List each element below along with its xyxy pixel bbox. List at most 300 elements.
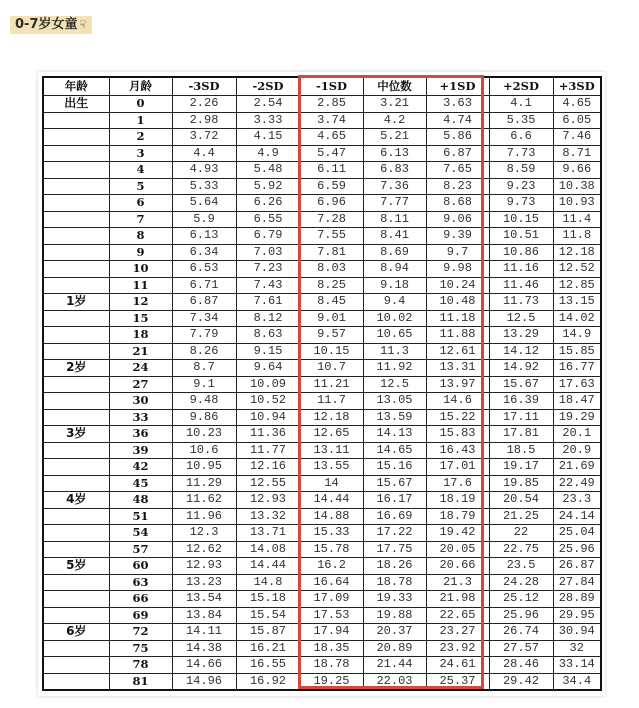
- month-cell: 60: [109, 558, 172, 575]
- plus-1sd-cell: 9.39: [426, 228, 489, 245]
- median-cell: 3.21: [363, 96, 426, 113]
- minus-3sd-cell: 5.33: [172, 178, 236, 195]
- minus-3sd-cell: 9.86: [172, 409, 236, 426]
- median-cell: 19.33: [363, 591, 426, 608]
- minus-2sd-cell: 6.55: [236, 211, 300, 228]
- plus-1sd-cell: 20.05: [426, 541, 489, 558]
- plus-2sd-cell: 26.74: [489, 624, 553, 641]
- table-row: [43, 475, 601, 492]
- age-cell: [43, 211, 109, 228]
- minus-2sd-cell: 10.52: [236, 393, 300, 410]
- age-cell: [43, 310, 109, 327]
- table-row: [43, 211, 601, 228]
- minus-2sd-cell: 8.12: [236, 310, 300, 327]
- minus-2sd-cell: 12.93: [236, 492, 300, 509]
- header-plus-1sd: +1SD: [426, 77, 489, 96]
- median-cell: 10.65: [363, 327, 426, 344]
- minus-2sd-cell: 8.63: [236, 327, 300, 344]
- month-cell: 51: [109, 508, 172, 525]
- plus-2sd-cell: 16.39: [489, 393, 553, 410]
- plus-2sd-cell: 22.75: [489, 541, 553, 558]
- plus-2sd-cell: 19.85: [489, 475, 553, 492]
- age-cell: [43, 145, 109, 162]
- header-month: 月龄: [109, 77, 172, 96]
- plus-1sd-cell: 11.88: [426, 327, 489, 344]
- median-cell: 15.67: [363, 475, 426, 492]
- header-age: 年龄: [43, 77, 109, 96]
- age-cell: [43, 393, 109, 410]
- median-cell: 4.2: [363, 112, 426, 129]
- plus-3sd-cell: 30.94: [553, 624, 601, 641]
- plus-2sd-cell: 4.1: [489, 96, 553, 113]
- table-row: [43, 129, 601, 146]
- minus-1sd-cell: 7.81: [300, 244, 363, 261]
- plus-3sd-cell: 4.65: [553, 96, 601, 113]
- minus-1sd-cell: 4.65: [300, 129, 363, 146]
- median-cell: 18.78: [363, 574, 426, 591]
- minus-1sd-cell: 18.78: [300, 657, 363, 674]
- minus-1sd-cell: 10.15: [300, 343, 363, 360]
- minus-1sd-cell: 9.57: [300, 327, 363, 344]
- age-cell: [43, 376, 109, 393]
- table-row: [43, 360, 601, 377]
- minus-1sd-cell: 8.25: [300, 277, 363, 294]
- month-cell: 63: [109, 574, 172, 591]
- age-cell: [43, 574, 109, 591]
- minus-1sd-cell: 13.11: [300, 442, 363, 459]
- table-body: [43, 96, 601, 691]
- minus-1sd-cell: 5.47: [300, 145, 363, 162]
- minus-1sd-cell: 10.7: [300, 360, 363, 377]
- plus-3sd-cell: 25.96: [553, 541, 601, 558]
- median-cell: 15.16: [363, 459, 426, 476]
- minus-3sd-cell: 11.62: [172, 492, 236, 509]
- plus-1sd-cell: 13.31: [426, 360, 489, 377]
- plus-3sd-cell: 12.52: [553, 261, 601, 278]
- median-cell: 20.89: [363, 640, 426, 657]
- month-cell: 2: [109, 129, 172, 146]
- plus-3sd-cell: 16.77: [553, 360, 601, 377]
- minus-3sd-cell: 6.87: [172, 294, 236, 311]
- median-cell: 21.44: [363, 657, 426, 674]
- minus-3sd-cell: 8.7: [172, 360, 236, 377]
- plus-2sd-cell: 23.5: [489, 558, 553, 575]
- age-cell: 2岁: [43, 360, 109, 377]
- month-cell: 48: [109, 492, 172, 509]
- month-cell: 54: [109, 525, 172, 542]
- plus-3sd-cell: 18.47: [553, 393, 601, 410]
- month-cell: 10: [109, 261, 172, 278]
- month-cell: 3: [109, 145, 172, 162]
- plus-1sd-cell: 21.3: [426, 574, 489, 591]
- minus-3sd-cell: 9.1: [172, 376, 236, 393]
- minus-3sd-cell: 7.79: [172, 327, 236, 344]
- table-row: [43, 558, 601, 575]
- age-cell: 4岁: [43, 492, 109, 509]
- plus-1sd-cell: 23.27: [426, 624, 489, 641]
- plus-1sd-cell: 8.23: [426, 178, 489, 195]
- plus-2sd-cell: 11.46: [489, 277, 553, 294]
- age-cell: [43, 442, 109, 459]
- plus-3sd-cell: 13.15: [553, 294, 601, 311]
- minus-3sd-cell: 7.34: [172, 310, 236, 327]
- month-cell: 27: [109, 376, 172, 393]
- plus-3sd-cell: 19.29: [553, 409, 601, 426]
- median-cell: 16.17: [363, 492, 426, 509]
- month-cell: 81: [109, 673, 172, 690]
- plus-2sd-cell: 20.54: [489, 492, 553, 509]
- minus-2sd-cell: 16.92: [236, 673, 300, 690]
- age-cell: [43, 129, 109, 146]
- table-row: [43, 508, 601, 525]
- table-row: [43, 162, 601, 179]
- plus-1sd-cell: 6.87: [426, 145, 489, 162]
- age-cell: [43, 195, 109, 212]
- month-cell: 24: [109, 360, 172, 377]
- median-cell: 11.92: [363, 360, 426, 377]
- minus-3sd-cell: 14.11: [172, 624, 236, 641]
- minus-2sd-cell: 14.08: [236, 541, 300, 558]
- section-title-tag: [10, 16, 92, 34]
- median-cell: 5.21: [363, 129, 426, 146]
- month-cell: 42: [109, 459, 172, 476]
- age-cell: [43, 244, 109, 261]
- month-cell: 72: [109, 624, 172, 641]
- median-cell: 17.75: [363, 541, 426, 558]
- plus-2sd-cell: 17.81: [489, 426, 553, 443]
- month-cell: 45: [109, 475, 172, 492]
- age-cell: [43, 228, 109, 245]
- median-cell: 18.26: [363, 558, 426, 575]
- median-cell: 8.11: [363, 211, 426, 228]
- minus-1sd-cell: 16.64: [300, 574, 363, 591]
- median-cell: 17.22: [363, 525, 426, 542]
- minus-1sd-cell: 14.88: [300, 508, 363, 525]
- median-cell: 8.69: [363, 244, 426, 261]
- plus-2sd-cell: 10.51: [489, 228, 553, 245]
- plus-2sd-cell: 10.15: [489, 211, 553, 228]
- minus-2sd-cell: 4.9: [236, 145, 300, 162]
- table-row: [43, 393, 601, 410]
- table-row: [43, 277, 601, 294]
- minus-2sd-cell: 14.8: [236, 574, 300, 591]
- minus-1sd-cell: 17.09: [300, 591, 363, 608]
- minus-1sd-cell: 18.35: [300, 640, 363, 657]
- plus-1sd-cell: 12.61: [426, 343, 489, 360]
- table-row: [43, 640, 601, 657]
- median-cell: 19.88: [363, 607, 426, 624]
- month-cell: 8: [109, 228, 172, 245]
- plus-1sd-cell: 16.43: [426, 442, 489, 459]
- plus-3sd-cell: 20.1: [553, 426, 601, 443]
- median-cell: 6.13: [363, 145, 426, 162]
- median-cell: 14.65: [363, 442, 426, 459]
- median-cell: 12.5: [363, 376, 426, 393]
- plus-2sd-cell: 11.73: [489, 294, 553, 311]
- median-cell: 22.03: [363, 673, 426, 690]
- month-cell: 7: [109, 211, 172, 228]
- age-cell: [43, 607, 109, 624]
- plus-2sd-cell: 19.17: [489, 459, 553, 476]
- plus-1sd-cell: 10.48: [426, 294, 489, 311]
- plus-3sd-cell: 10.93: [553, 195, 601, 212]
- minus-3sd-cell: 12.3: [172, 525, 236, 542]
- minus-2sd-cell: 7.43: [236, 277, 300, 294]
- minus-3sd-cell: 11.29: [172, 475, 236, 492]
- minus-2sd-cell: 4.15: [236, 129, 300, 146]
- age-cell: 5岁: [43, 558, 109, 575]
- table-row: [43, 607, 601, 624]
- age-cell: [43, 525, 109, 542]
- median-cell: 6.83: [363, 162, 426, 179]
- plus-2sd-cell: 5.35: [489, 112, 553, 129]
- age-cell: 1岁: [43, 294, 109, 311]
- minus-3sd-cell: 3.72: [172, 129, 236, 146]
- minus-2sd-cell: 14.44: [236, 558, 300, 575]
- plus-3sd-cell: 11.4: [553, 211, 601, 228]
- median-cell: 7.36: [363, 178, 426, 195]
- plus-1sd-cell: 8.68: [426, 195, 489, 212]
- month-cell: 57: [109, 541, 172, 558]
- minus-1sd-cell: 11.21: [300, 376, 363, 393]
- minus-3sd-cell: 12.62: [172, 541, 236, 558]
- plus-2sd-cell: 6.6: [489, 129, 553, 146]
- minus-1sd-cell: 9.01: [300, 310, 363, 327]
- plus-2sd-cell: 24.28: [489, 574, 553, 591]
- median-cell: 9.4: [363, 294, 426, 311]
- minus-1sd-cell: 19.25: [300, 673, 363, 690]
- age-cell: [43, 327, 109, 344]
- table-row: [43, 112, 601, 129]
- plus-1sd-cell: 3.63: [426, 96, 489, 113]
- minus-3sd-cell: 14.66: [172, 657, 236, 674]
- header-plus-3sd: +3SD: [553, 77, 601, 96]
- plus-3sd-cell: 15.85: [553, 343, 601, 360]
- month-cell: 15: [109, 310, 172, 327]
- plus-1sd-cell: 24.61: [426, 657, 489, 674]
- month-cell: 9: [109, 244, 172, 261]
- minus-1sd-cell: 11.7: [300, 393, 363, 410]
- month-cell: 75: [109, 640, 172, 657]
- minus-2sd-cell: 9.15: [236, 343, 300, 360]
- plus-1sd-cell: 20.66: [426, 558, 489, 575]
- table-row: [43, 244, 601, 261]
- month-cell: 4: [109, 162, 172, 179]
- plus-1sd-cell: 4.74: [426, 112, 489, 129]
- table-row: [43, 145, 601, 162]
- minus-1sd-cell: 16.2: [300, 558, 363, 575]
- age-cell: [43, 162, 109, 179]
- plus-1sd-cell: 5.86: [426, 129, 489, 146]
- table-row: [43, 492, 601, 509]
- minus-2sd-cell: 11.77: [236, 442, 300, 459]
- minus-1sd-cell: 17.53: [300, 607, 363, 624]
- plus-2sd-cell: 11.16: [489, 261, 553, 278]
- table-row: [43, 376, 601, 393]
- table-row: [43, 310, 601, 327]
- plus-1sd-cell: 17.01: [426, 459, 489, 476]
- plus-2sd-cell: 9.73: [489, 195, 553, 212]
- minus-1sd-cell: 17.94: [300, 624, 363, 641]
- minus-2sd-cell: 5.92: [236, 178, 300, 195]
- minus-2sd-cell: 9.64: [236, 360, 300, 377]
- plus-1sd-cell: 25.37: [426, 673, 489, 690]
- minus-2sd-cell: 13.71: [236, 525, 300, 542]
- minus-1sd-cell: 8.03: [300, 261, 363, 278]
- table-row: [43, 574, 601, 591]
- median-cell: 10.02: [363, 310, 426, 327]
- plus-3sd-cell: 8.71: [553, 145, 601, 162]
- minus-3sd-cell: 4.93: [172, 162, 236, 179]
- minus-1sd-cell: 6.96: [300, 195, 363, 212]
- plus-3sd-cell: 33.14: [553, 657, 601, 674]
- minus-2sd-cell: 12.16: [236, 459, 300, 476]
- plus-3sd-cell: 21.69: [553, 459, 601, 476]
- minus-1sd-cell: 15.78: [300, 541, 363, 558]
- plus-2sd-cell: 8.59: [489, 162, 553, 179]
- plus-1sd-cell: 7.65: [426, 162, 489, 179]
- minus-2sd-cell: 7.61: [236, 294, 300, 311]
- table-row: [43, 541, 601, 558]
- minus-2sd-cell: 7.23: [236, 261, 300, 278]
- table-row: [43, 343, 601, 360]
- plus-2sd-cell: 27.57: [489, 640, 553, 657]
- minus-3sd-cell: 10.95: [172, 459, 236, 476]
- plus-3sd-cell: 14.9: [553, 327, 601, 344]
- minus-3sd-cell: 14.38: [172, 640, 236, 657]
- minus-3sd-cell: 13.54: [172, 591, 236, 608]
- age-cell: [43, 475, 109, 492]
- median-cell: 7.77: [363, 195, 426, 212]
- plus-2sd-cell: 7.73: [489, 145, 553, 162]
- plus-2sd-cell: 25.12: [489, 591, 553, 608]
- month-cell: 36: [109, 426, 172, 443]
- median-cell: 20.37: [363, 624, 426, 641]
- minus-2sd-cell: 3.33: [236, 112, 300, 129]
- minus-3sd-cell: 2.26: [172, 96, 236, 113]
- median-cell: 11.3: [363, 343, 426, 360]
- header-minus-2sd: -2SD: [236, 77, 300, 96]
- month-cell: 66: [109, 591, 172, 608]
- month-cell: 0: [109, 96, 172, 113]
- minus-1sd-cell: 6.11: [300, 162, 363, 179]
- age-cell: [43, 508, 109, 525]
- minus-3sd-cell: 14.96: [172, 673, 236, 690]
- minus-1sd-cell: 15.33: [300, 525, 363, 542]
- section-title: 0-7岁女童: [15, 17, 78, 32]
- median-cell: 14.13: [363, 426, 426, 443]
- age-cell: [43, 541, 109, 558]
- table-row: [43, 459, 601, 476]
- table-row: [43, 96, 601, 113]
- minus-1sd-cell: 14: [300, 475, 363, 492]
- minus-3sd-cell: 9.48: [172, 393, 236, 410]
- age-cell: [43, 277, 109, 294]
- minus-3sd-cell: 4.4: [172, 145, 236, 162]
- table-row: [43, 195, 601, 212]
- plus-1sd-cell: 23.92: [426, 640, 489, 657]
- table-row: [43, 525, 601, 542]
- plus-3sd-cell: 27.84: [553, 574, 601, 591]
- minus-2sd-cell: 5.48: [236, 162, 300, 179]
- plus-3sd-cell: 7.46: [553, 129, 601, 146]
- plus-1sd-cell: 21.98: [426, 591, 489, 608]
- minus-2sd-cell: 16.55: [236, 657, 300, 674]
- plus-3sd-cell: 32: [553, 640, 601, 657]
- minus-3sd-cell: 6.71: [172, 277, 236, 294]
- minus-2sd-cell: 7.03: [236, 244, 300, 261]
- minus-2sd-cell: 10.09: [236, 376, 300, 393]
- minus-2sd-cell: 6.26: [236, 195, 300, 212]
- minus-2sd-cell: 12.55: [236, 475, 300, 492]
- minus-3sd-cell: 6.34: [172, 244, 236, 261]
- plus-2sd-cell: 17.11: [489, 409, 553, 426]
- minus-2sd-cell: 16.21: [236, 640, 300, 657]
- month-cell: 39: [109, 442, 172, 459]
- minus-1sd-cell: 3.74: [300, 112, 363, 129]
- minus-3sd-cell: 10.6: [172, 442, 236, 459]
- age-cell: [43, 459, 109, 476]
- month-cell: 33: [109, 409, 172, 426]
- plus-2sd-cell: 25.96: [489, 607, 553, 624]
- month-cell: 18: [109, 327, 172, 344]
- minus-3sd-cell: 11.96: [172, 508, 236, 525]
- header-minus-3sd: -3SD: [172, 77, 236, 96]
- plus-3sd-cell: 12.85: [553, 277, 601, 294]
- minus-1sd-cell: 2.85: [300, 96, 363, 113]
- minus-2sd-cell: 13.32: [236, 508, 300, 525]
- table-row: [43, 228, 601, 245]
- table-row: [43, 178, 601, 195]
- minus-2sd-cell: 2.54: [236, 96, 300, 113]
- table-row: [43, 591, 601, 608]
- age-cell: [43, 409, 109, 426]
- plus-2sd-cell: 14.92: [489, 360, 553, 377]
- plus-2sd-cell: 21.25: [489, 508, 553, 525]
- minus-1sd-cell: 13.55: [300, 459, 363, 476]
- plus-2sd-cell: 12.5: [489, 310, 553, 327]
- plus-2sd-cell: 13.29: [489, 327, 553, 344]
- month-cell: 69: [109, 607, 172, 624]
- table-row: [43, 327, 601, 344]
- plus-1sd-cell: 18.79: [426, 508, 489, 525]
- minus-1sd-cell: 8.45: [300, 294, 363, 311]
- minus-1sd-cell: 7.55: [300, 228, 363, 245]
- plus-1sd-cell: 13.97: [426, 376, 489, 393]
- minus-2sd-cell: 6.79: [236, 228, 300, 245]
- median-cell: 13.05: [363, 393, 426, 410]
- plus-1sd-cell: 9.7: [426, 244, 489, 261]
- table-row: [43, 294, 601, 311]
- plus-3sd-cell: 10.38: [553, 178, 601, 195]
- plus-3sd-cell: 28.89: [553, 591, 601, 608]
- month-cell: 1: [109, 112, 172, 129]
- plus-1sd-cell: 9.06: [426, 211, 489, 228]
- month-cell: 21: [109, 343, 172, 360]
- minus-3sd-cell: 12.93: [172, 558, 236, 575]
- age-cell: [43, 261, 109, 278]
- plus-3sd-cell: 20.9: [553, 442, 601, 459]
- plus-2sd-cell: 18.5: [489, 442, 553, 459]
- plus-3sd-cell: 29.95: [553, 607, 601, 624]
- pointing-hand-icon: ☟: [79, 18, 87, 31]
- plus-2sd-cell: 29.42: [489, 673, 553, 690]
- plus-3sd-cell: 26.87: [553, 558, 601, 575]
- plus-3sd-cell: 6.05: [553, 112, 601, 129]
- minus-3sd-cell: 6.13: [172, 228, 236, 245]
- age-cell: 6岁: [43, 624, 109, 641]
- table-row: [43, 442, 601, 459]
